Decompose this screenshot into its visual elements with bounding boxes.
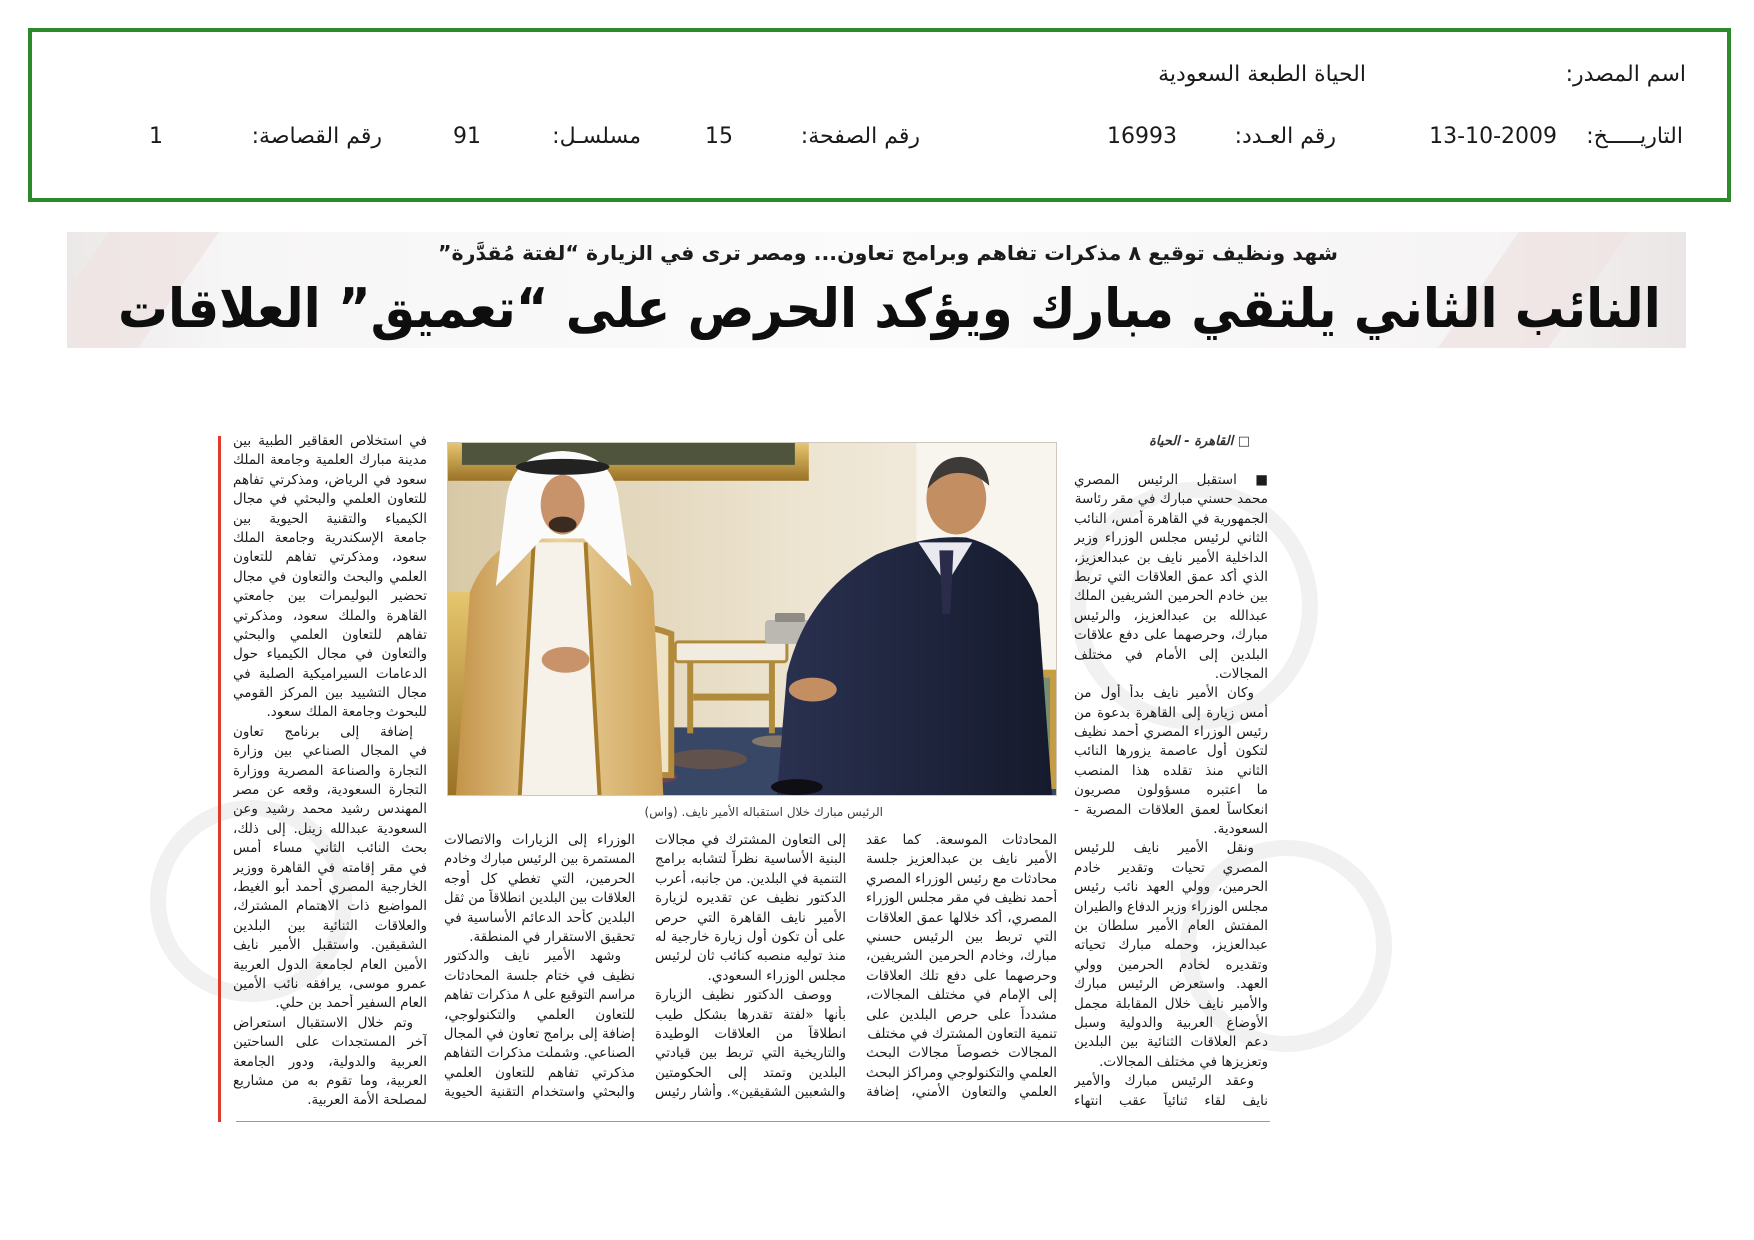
text-line: [1074, 995, 1268, 1014]
text-line: [233, 956, 427, 975]
text-line: [1074, 471, 1268, 490]
text-line: [233, 568, 427, 587]
text-line: [1074, 549, 1268, 568]
text-line-content: المفتش العام الأمير سلطان بن: [1074, 917, 1268, 934]
text-line: [655, 986, 832, 1005]
text-line-content: الذي أكد عمق العلاقات التي تربط: [1074, 568, 1268, 585]
text-line-content: والأمير نايف خلال المقابلة مجمل: [1074, 995, 1268, 1012]
text-line: [1074, 704, 1268, 723]
text-line-content: وتعزيزها في مختلف المجالات.: [1099, 1053, 1268, 1070]
text-line-content: السعودية عبدالله زينل. إلى ذلك،: [233, 820, 427, 837]
text-line: [444, 870, 635, 889]
text-line: [1074, 568, 1268, 587]
text-line: [233, 607, 427, 626]
text-line: [233, 859, 427, 878]
text-line: [866, 909, 1057, 928]
text-line-content: في مقر إقامته في القاهرة ووزير: [233, 859, 427, 876]
text-line-content: ما اعتبره مسؤولون مصريون: [1074, 782, 1268, 799]
text-line-content: مجال التشييد بين المركز القومي: [233, 685, 427, 702]
text-line: [866, 850, 1057, 869]
text-line: [444, 909, 635, 928]
text-line-content: الداخلية الأمير نايف بن عبدالعزيز،: [1074, 549, 1268, 566]
text-line-content: الدكتور نظيف عن تقديره لزيارة: [655, 890, 846, 907]
text-line-content: التي تربط بين الرئيس حسني: [866, 928, 1057, 945]
text-line-content: البلدين كأحد الدعائم الأساسية في: [444, 909, 635, 926]
text-line-content: مجلس الوزراء وزير الدفاع والطيران: [1074, 898, 1268, 915]
text-line-content: المواضيع ذات الاهتمام المشترك،: [233, 898, 427, 915]
text-line-content: الكيمياء والتقنية الحيوية بين: [233, 510, 427, 527]
text-line-content: مراسم التوقيع على ٨ مذكرات تفاهم: [444, 987, 635, 1004]
text-line-content: العلمي والتكنولوجي ومراكز البحث: [866, 1064, 1057, 1081]
text-line-content: سعود في الرياض، ومذكرتي تفاهم: [233, 471, 427, 488]
text-line-content: وشهد الأمير نايف والدكتور: [444, 948, 621, 965]
text-line-content: المصري، أكد خلالها عمق العلاقات: [866, 909, 1057, 926]
text-line-content: مبارك، وحرصهما على دفع علاقات: [1074, 627, 1268, 644]
date-label: التاريـــــخ:: [1586, 124, 1683, 149]
painting-frame: [448, 443, 809, 481]
text-line: [655, 831, 846, 850]
text-line-content: الجمهورية في القاهرة أمس، النائب: [1074, 510, 1268, 527]
text-line: [1074, 936, 1268, 955]
text-line-content: في المجال الصناعي بين وزارة: [233, 743, 427, 760]
text-line: [866, 947, 1057, 966]
text-line-content: محادثات مع رئيس الوزراء المصري: [866, 870, 1057, 887]
text-line-content: العلمي والتعاون الأمني، إضافة: [866, 1084, 1057, 1101]
text-line-content: والتاريخية التي تربط بين قيادتي: [655, 1045, 846, 1062]
photo-caption: الرئيس مبارك خلال استقباله الأمير نايف. (واس): [644, 805, 883, 819]
bottom-rule: [236, 1121, 1270, 1122]
text-line: [233, 917, 427, 936]
text-line-content: عمرو موسى، يرافقه نائب الأمين: [233, 975, 427, 992]
text-line-content: بأنها «لفتة تقدرها بشكل طيب: [655, 1006, 846, 1023]
text-line: [866, 1064, 1057, 1083]
text-line: [1074, 839, 1254, 858]
text-line-content: مذكرتي تفاهم للتعاون العلمي: [444, 1064, 635, 1081]
text-line: [655, 889, 846, 908]
text-line: [1074, 917, 1268, 936]
text-line-content: للبحوث وجامعة الملك سعود.: [266, 704, 427, 721]
clipping-label: رقم القصاصة:: [251, 124, 382, 149]
text-line-content: الأمير نايف القاهرة التي حرص: [655, 909, 846, 926]
text-line-content: العربية والدولية، ودور الجامعة: [233, 1053, 427, 1070]
text-line-content: نايف لقاء ثنائياً عقب انتهاء: [1074, 1092, 1268, 1109]
text-line-content: ووصف الدكتور نظيف الزيارة: [655, 987, 832, 1004]
text-line: [233, 548, 427, 567]
text-line: [1074, 626, 1268, 645]
text-line: [655, 1006, 846, 1025]
text-line: [866, 870, 1057, 889]
text-line: [1074, 607, 1268, 626]
text-line: [655, 928, 846, 947]
text-line-content: المهندس رشيد محمد رشيد وعن: [233, 801, 427, 818]
clipping-value: 1: [149, 124, 163, 149]
text-line: [233, 1033, 427, 1052]
text-line-content: الشقيقين. واستقبل الأمير نايف: [233, 937, 427, 954]
text-line: [233, 626, 427, 645]
text-line-content: إضافة إلى برنامج تعاون: [233, 723, 413, 740]
source-label: اسم المصدر:: [1565, 62, 1686, 87]
text-line-content: التجارة السعودية، وقعه عن مصر: [233, 782, 427, 799]
text-line-content: وحرصهما على دفع تلك العلاقات: [866, 967, 1057, 984]
source-value: الحياة الطبعة السعودية: [1158, 62, 1366, 87]
text-line: [444, 1083, 635, 1102]
text-line-content: مجلس الوزراء السعودي.: [707, 967, 846, 984]
text-line-content: إضافة إلى برامج تعاون في المجال: [444, 1025, 635, 1042]
text-line-content: العلمي والبحث والتعاون في مجال: [233, 568, 427, 585]
text-line-content: للتعاون العلمي والتكنولوجي،: [444, 1006, 635, 1023]
text-line: [1074, 898, 1268, 917]
page-label: رقم الصفحة:: [800, 124, 920, 149]
text-line-content: تفاهم للتعاون العلمي والبحثي: [233, 626, 427, 643]
text-line: [233, 432, 427, 451]
text-line: [444, 1006, 635, 1025]
text-line-content: المجالات.: [1214, 665, 1268, 682]
text-line-content: أحمد نظيف في مقر مجلس الوزراء: [866, 890, 1057, 907]
text-line: [233, 1053, 427, 1072]
text-line: [1074, 510, 1268, 529]
text-line-content: وتم خلال الاستقبال استعراض: [233, 1014, 413, 1031]
text-line: [655, 1025, 846, 1044]
text-line: [655, 1044, 846, 1063]
text-line: [233, 665, 427, 684]
text-line: [233, 471, 427, 490]
text-line-content: والتعاون في مجال الكيمياء حول: [233, 646, 427, 663]
text-line-content: الأمير نايف بن عبدالعزيز جلسة: [866, 851, 1057, 868]
text-line: [1074, 723, 1268, 742]
text-line-content: وكان الأمير نايف بدأ أول من: [1074, 685, 1254, 702]
text-line-content: مدينة مبارك العلمية وجامعة الملك: [233, 452, 427, 469]
text-line-content: العام السفير أحمد بن حلي.: [275, 995, 427, 1012]
text-line: [444, 1044, 635, 1063]
text-line-content: العهد. واستعرض الرئيس مبارك: [1074, 976, 1268, 993]
text-line-content: وعقد الرئيس مبارك والأمير: [1074, 1073, 1254, 1090]
text-line: [444, 1025, 635, 1044]
text-line-content: جامعة الإسكندرية وجامعة الملك: [233, 529, 427, 546]
text-line: [233, 878, 427, 897]
text-line-content: الأوضاع العربية والدولية وسبل: [1074, 1014, 1268, 1031]
text-line: [866, 928, 1057, 947]
text-line: [233, 1091, 427, 1110]
text-line: [1074, 859, 1268, 878]
page-value: 15: [705, 124, 733, 149]
text-line-content: إلى الإمام في مختلف المجالات،: [866, 987, 1057, 1004]
text-line-content: والشعبين الشقيقين». وأشار رئيس: [655, 1084, 846, 1101]
text-line: [866, 889, 1057, 908]
article-column-5: [233, 432, 427, 1111]
text-line-content: وتقديره لخادم الحرمين وولي: [1074, 956, 1268, 973]
text-line-content: إلى التعاون المشترك في مجالات: [655, 832, 846, 848]
text-line: [866, 1044, 1057, 1063]
text-line-content: نظيف في ختام جلسة المحادثات: [444, 967, 635, 984]
issue-label: رقم العـدد:: [1234, 124, 1336, 149]
text-line: [233, 529, 427, 548]
text-line-content: الوزراء إلى الزيارات والاتصالات: [444, 832, 635, 848]
text-line: [233, 820, 427, 839]
text-line: [233, 800, 427, 819]
text-line-content: تنمية التعاون المشترك في مختلف: [867, 1025, 1057, 1042]
news-photo-image: [448, 443, 1056, 795]
text-line: [444, 1064, 635, 1083]
text-line: [1074, 1053, 1268, 1072]
text-line: [444, 986, 635, 1005]
text-line: [866, 831, 1057, 850]
text-line: [655, 850, 846, 869]
serial-label: مسلسـل:: [552, 124, 641, 149]
text-line: [233, 994, 427, 1013]
article-headline-text: النائب الثاني يلتقي مبارك ويؤكد الحرص على “تعميق” العلاقات: [118, 277, 1661, 340]
text-line: [444, 889, 635, 908]
dateline: □ القاهرة - الحياة: [1149, 434, 1250, 449]
text-line: [233, 897, 427, 916]
text-line-content: المحادثات الموسعة. كما عقد: [866, 832, 1057, 848]
article-column-4: [444, 831, 635, 1102]
text-line: [1074, 665, 1268, 684]
text-line: [866, 986, 1057, 1005]
text-line-content: المصري تحيات وتقدير خادم: [1074, 859, 1268, 876]
article-column-1: [1074, 471, 1268, 1111]
text-line-content: الأمين العام لجامعة الدول العربية: [233, 956, 427, 973]
text-line: [1074, 975, 1268, 994]
article-column-3: [655, 831, 846, 1102]
text-line-content: البنية الأساسية نظراً لتشابه برامج: [655, 851, 846, 868]
column-rule: [218, 436, 221, 1122]
text-line: [233, 839, 427, 858]
text-line-content: والبحثي واستخدام التقنية الحيوية: [444, 1084, 635, 1101]
text-line-content: مشدداً على حرص البلدين على: [866, 1006, 1057, 1023]
article-subtitle: [438, 239, 1338, 267]
text-line: [1074, 801, 1268, 820]
text-line: [655, 947, 846, 966]
text-line: [866, 967, 1057, 986]
text-line-content: والعلاقات الثنائية بين البلدين: [233, 917, 427, 934]
text-line-content: السعودية.: [1213, 821, 1268, 838]
text-line: [655, 909, 846, 928]
text-line-content: الدعامات السيراميكية الصلبة في: [233, 665, 427, 682]
text-line-content: تحقيق الاستقرار في المنطقة.: [469, 928, 635, 945]
text-line-content: لمصلحة الأمة العربية.: [307, 1092, 427, 1109]
text-line: [655, 870, 846, 889]
text-line: [233, 645, 427, 664]
text-line-content: انعكاساً لعمق العلاقات المصرية -: [1074, 801, 1268, 818]
text-line: [233, 936, 427, 955]
text-line-content: عبدالعزيز، وحمله مبارك تحياته: [1074, 937, 1268, 954]
text-line-content: الحرمين، التي تغطي كل أوجه: [444, 870, 635, 887]
text-line: [233, 510, 427, 529]
text-line-content: بحث النائب الثاني مساء أمس: [233, 840, 427, 857]
text-line: [866, 1006, 1057, 1025]
text-line-content: العلاقات بين البلدين انطلاقاً من ثقل: [444, 890, 635, 907]
serial-value: 91: [453, 124, 481, 149]
clipping-header-box: [28, 28, 1731, 202]
text-line-content: آخر المستجدات على الساحتين: [233, 1034, 427, 1051]
text-line-content: عبدالله بن عبدالعزيز، والرئيس: [1074, 607, 1268, 624]
text-line-content: مبارك، وخادم الحرمين الشريفين،: [866, 948, 1057, 965]
text-line: [233, 703, 427, 722]
text-line: [233, 781, 427, 800]
text-line: [1074, 646, 1268, 665]
news-photo: [447, 442, 1057, 796]
text-line: [1074, 587, 1268, 606]
text-line: [1074, 762, 1268, 781]
text-line: [233, 490, 427, 509]
text-line: [233, 742, 427, 761]
issue-value: 16993: [1107, 124, 1177, 149]
text-line-content: ونقل الأمير نايف للرئيس: [1074, 840, 1254, 857]
text-line-content: التنمية في البلدين. من جانبه، أعرب: [655, 870, 846, 887]
text-line-content: التجارة والصناعة المصرية ووزارة: [233, 762, 427, 779]
text-line: [233, 723, 413, 742]
text-line: [1074, 1092, 1268, 1111]
text-line-content: محمد حسني مبارك في مقر رئاسة: [1074, 491, 1268, 508]
text-line: [655, 967, 846, 986]
text-line: [444, 947, 621, 966]
text-line: [233, 451, 427, 470]
text-line: [233, 587, 427, 606]
text-line: [1074, 820, 1268, 839]
text-line-content: منذ توليه منصبه كنائب ثان لرئيس: [655, 948, 846, 965]
text-line-content: رئيس الوزراء المصري أحمد نظيف: [1074, 724, 1268, 741]
article-subtitle-text: شهد ونظيف توقيع ٨ مذكرات تفاهم وبرامج تعاون... ومصر ترى في الزيارة “لفتة مُقدَّرة”: [438, 241, 1338, 265]
text-line: [1074, 490, 1268, 509]
text-line: [444, 831, 635, 850]
text-line-content: البلدين إلى الأمام في مختلف: [1074, 646, 1268, 663]
text-line-content: في استخلاص العقاقير الطبية بين: [233, 433, 427, 449]
text-line: [233, 762, 427, 781]
text-line-content: المستمرة بين الرئيس مبارك وخادم: [444, 851, 635, 868]
text-line-content: الصناعي. وشملت مذكرات التفاهم: [444, 1045, 635, 1062]
text-line-content: انطلاقاً من العلاقات الوطيدة: [655, 1025, 846, 1042]
text-line-content: بين خادم الحرمين الشريفين الملك: [1074, 588, 1268, 605]
text-line: [1074, 742, 1268, 761]
text-line: [1074, 878, 1268, 897]
date-value: 13-10-2009: [1429, 124, 1557, 149]
text-line: [866, 1025, 1057, 1044]
text-line-content: ■ استقبل الرئيس المصري: [1074, 472, 1268, 488]
text-line: [233, 1014, 413, 1033]
text-line: [1074, 781, 1268, 800]
text-line-content: الحرمين، وولي العهد نائب رئيس: [1074, 879, 1268, 896]
text-line-content: الخارجية المصري أحمد أبو الغيط،: [233, 878, 427, 895]
text-line-content: العربية، وما تقوم به من مشاريع: [233, 1072, 427, 1089]
text-line: [1074, 1072, 1254, 1091]
text-line-content: الثاني منذ تقلده هذا المنصب: [1074, 762, 1268, 779]
text-line-content: دعم العلاقات الثنائية بين البلدين: [1074, 1034, 1268, 1051]
text-line-content: القاهرة والملك سعود، ومذكرتي: [233, 607, 427, 624]
text-line: [444, 928, 635, 947]
text-line: [655, 1083, 846, 1102]
article-headline: [118, 276, 1661, 342]
text-line-content: أمس زيارة إلى القاهرة بدعوة من: [1074, 704, 1268, 721]
text-line: [1074, 529, 1268, 548]
text-line: [233, 975, 427, 994]
text-line: [1074, 1014, 1268, 1033]
text-line-content: سعود، ومذكرتي تفاهم للتعاون: [233, 549, 427, 566]
text-line: [1074, 684, 1254, 703]
text-line: [444, 850, 635, 869]
text-line: [444, 967, 635, 986]
article-column-2: [866, 831, 1057, 1102]
text-line-content: للتعاون العلمي والبحثي في مجال: [233, 491, 427, 508]
text-line: [233, 684, 427, 703]
text-line: [655, 1064, 846, 1083]
text-line: [866, 1083, 1057, 1102]
text-line: [1074, 1033, 1268, 1052]
text-line-content: تحضير البوليمرات بين جامعتي: [233, 588, 427, 605]
text-line: [233, 1072, 427, 1091]
text-line: [1074, 956, 1268, 975]
text-line-content: الثاني لرئيس مجلس الوزراء وزير: [1074, 530, 1268, 547]
text-line-content: لتكون أول عاصمة يزورها النائب: [1074, 743, 1268, 760]
text-line-content: على أن تكون أول زيارة خارجية له: [655, 928, 846, 945]
text-line-content: المجالات خصوصاً مجالات البحث: [866, 1045, 1057, 1062]
text-line-content: البلدين وتمتد إلى الحكومتين: [655, 1064, 846, 1081]
